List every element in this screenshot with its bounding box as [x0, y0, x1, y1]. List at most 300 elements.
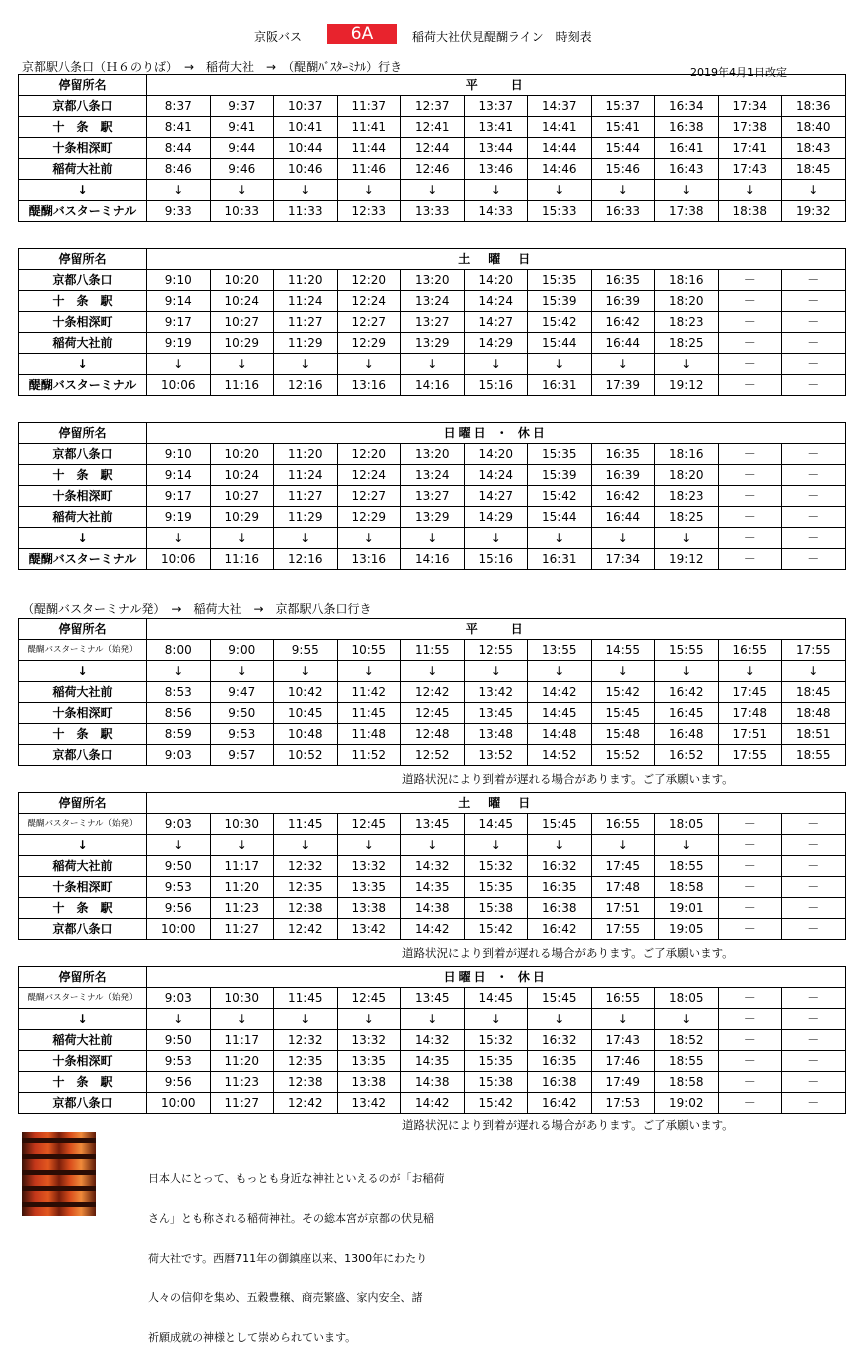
departure-time: － [718, 354, 782, 375]
departure-time: 15:35 [528, 444, 592, 465]
departure-time: 14:16 [401, 375, 465, 396]
departure-time: ↓ [274, 661, 338, 682]
departure-time: ↓ [655, 354, 719, 375]
departure-time: 15:42 [464, 919, 528, 940]
shrine-description [148, 1146, 468, 1357]
departure-time: 16:55 [591, 988, 655, 1009]
departure-time: 17:51 [718, 724, 782, 745]
departure-time: 13:45 [401, 988, 465, 1009]
departure-time: ↓ [147, 1009, 211, 1030]
departure-time: 9:14 [147, 291, 211, 312]
timetable-table [18, 74, 846, 222]
departure-time: － [782, 528, 846, 549]
departure-time: 14:24 [464, 291, 528, 312]
departure-time: 16:41 [655, 138, 719, 159]
departure-time: ↓ [528, 661, 592, 682]
stop-name: 十 条 駅 [19, 465, 147, 486]
departure-time: 17:43 [591, 1030, 655, 1051]
departure-time: 14:45 [464, 988, 528, 1009]
table-row [19, 898, 846, 919]
departure-time: 15:45 [528, 814, 592, 835]
departure-time: 15:39 [528, 291, 592, 312]
departure-time: 15:16 [464, 375, 528, 396]
company-name: 京阪バス [254, 30, 303, 44]
departure-time: 18:55 [655, 856, 719, 877]
departure-time: 11:23 [210, 1072, 274, 1093]
departure-time: ↓ [147, 180, 211, 201]
departure-time: 12:42 [274, 1093, 338, 1114]
departure-time: 16:39 [591, 465, 655, 486]
departure-time: 16:55 [718, 640, 782, 661]
departure-time: 16:42 [528, 1093, 592, 1114]
departure-time: 9:44 [210, 138, 274, 159]
departure-time: － [782, 1030, 846, 1051]
departure-time: 14:32 [401, 856, 465, 877]
table-row [19, 835, 846, 856]
description-line: 祈願成就の神様として崇められています。 [148, 1330, 357, 1344]
departure-time: 14:42 [401, 919, 465, 940]
departure-time: － [718, 856, 782, 877]
departure-time: － [782, 333, 846, 354]
departure-time: ↓ [274, 1009, 338, 1030]
table-row [19, 724, 846, 745]
departure-time: 13:29 [401, 507, 465, 528]
departure-time: 18:20 [655, 465, 719, 486]
departure-time: － [782, 835, 846, 856]
table-row [19, 661, 846, 682]
departure-time: 18:20 [655, 291, 719, 312]
departure-time: － [782, 312, 846, 333]
departure-time: 15:37 [591, 96, 655, 117]
departure-time: ↓ [337, 661, 401, 682]
table-row [19, 919, 846, 940]
departure-time: 13:42 [337, 1093, 401, 1114]
departure-time: 14:42 [401, 1093, 465, 1114]
departure-time: 14:27 [464, 312, 528, 333]
departure-time: 16:38 [528, 1072, 592, 1093]
departure-time: － [782, 1072, 846, 1093]
departure-time: 11:42 [337, 682, 401, 703]
departure-time: － [718, 919, 782, 940]
departure-time: － [782, 354, 846, 375]
stop-name: 十 条 駅 [19, 291, 147, 312]
stop-name: ↓ [19, 835, 147, 856]
timetable-header [0, 22, 861, 48]
departure-time: 14:29 [464, 333, 528, 354]
departure-time: 16:35 [591, 444, 655, 465]
departure-time: － [782, 1051, 846, 1072]
stop-name: ↓ [19, 180, 147, 201]
departure-time: － [782, 898, 846, 919]
table-row [19, 682, 846, 703]
departure-time: － [782, 1093, 846, 1114]
stop-name: 稲荷大社前 [19, 507, 147, 528]
departure-time: 14:16 [401, 549, 465, 570]
departure-time: 14:37 [528, 96, 592, 117]
departure-time: ↓ [718, 661, 782, 682]
departure-time: － [718, 375, 782, 396]
table-row [19, 312, 846, 333]
departure-time: 16:35 [591, 270, 655, 291]
departure-time: 8:37 [147, 96, 211, 117]
departure-time: 11:45 [274, 814, 338, 835]
departure-time: 10:00 [147, 919, 211, 940]
departure-time: 8:46 [147, 159, 211, 180]
stop-name: 十条相深町 [19, 138, 147, 159]
departure-time: 11:20 [274, 444, 338, 465]
departure-time: ↓ [655, 835, 719, 856]
departure-time: 17:43 [718, 159, 782, 180]
departure-time: 13:46 [464, 159, 528, 180]
departure-time: ↓ [147, 354, 211, 375]
departure-time: 16:42 [655, 682, 719, 703]
departure-time: 12:20 [337, 444, 401, 465]
departure-time: 10:20 [210, 444, 274, 465]
stop-name-header: 停留所名 [19, 967, 147, 988]
stop-name: 稲荷大社前 [19, 682, 147, 703]
stop-name: ↓ [19, 528, 147, 549]
departure-time: 10:45 [274, 703, 338, 724]
departure-time: 11:16 [210, 549, 274, 570]
table-row [19, 1093, 846, 1114]
departure-time: 9:14 [147, 465, 211, 486]
departure-time: － [782, 465, 846, 486]
departure-time: 17:39 [591, 375, 655, 396]
departure-time: 12:42 [274, 919, 338, 940]
departure-time: 11:48 [337, 724, 401, 745]
departure-time: ↓ [274, 528, 338, 549]
departure-time: 17:55 [718, 745, 782, 766]
departure-time: 13:29 [401, 333, 465, 354]
departure-time: 8:41 [147, 117, 211, 138]
stop-name: 京都八条口 [19, 444, 147, 465]
departure-time: 15:35 [464, 877, 528, 898]
departure-time: 11:24 [274, 465, 338, 486]
departure-time: 13:45 [464, 703, 528, 724]
departure-time: 13:38 [337, 1072, 401, 1093]
departure-time: 14:32 [401, 1030, 465, 1051]
stop-name: 十 条 駅 [19, 117, 147, 138]
departure-time: 13:55 [528, 640, 592, 661]
departure-time: ↓ [274, 180, 338, 201]
departure-time: 18:25 [655, 333, 719, 354]
departure-time: 14:35 [401, 877, 465, 898]
departure-time: 14:24 [464, 465, 528, 486]
departure-time: 9:50 [210, 703, 274, 724]
stop-name: 醍醐バスターミナル（始発） [19, 640, 147, 661]
departure-time: － [718, 270, 782, 291]
departure-time: ↓ [464, 1009, 528, 1030]
departure-time: 17:49 [591, 1072, 655, 1093]
departure-time: 10:06 [147, 375, 211, 396]
stop-name: 十 条 駅 [19, 1072, 147, 1093]
departure-time: － [718, 835, 782, 856]
departure-time: 12:37 [401, 96, 465, 117]
departure-time: 13:20 [401, 444, 465, 465]
departure-time: 10:30 [210, 988, 274, 1009]
departure-time: 9:57 [210, 745, 274, 766]
departure-time: 12:24 [337, 291, 401, 312]
departure-time: 13:42 [337, 919, 401, 940]
departure-time: 19:05 [655, 919, 719, 940]
stop-name: 稲荷大社前 [19, 856, 147, 877]
stop-name-header: 停留所名 [19, 423, 147, 444]
departure-time: 14:38 [401, 1072, 465, 1093]
table-row [19, 180, 846, 201]
table-row [19, 159, 846, 180]
departure-time: ↓ [147, 528, 211, 549]
stop-name: 稲荷大社前 [19, 1030, 147, 1051]
departure-time: ↓ [210, 354, 274, 375]
table-row [19, 201, 846, 222]
departure-time: 13:38 [337, 898, 401, 919]
departure-time: 16:48 [655, 724, 719, 745]
departure-time: 18:45 [782, 682, 846, 703]
departure-time: 16:42 [591, 486, 655, 507]
timetable-table [18, 248, 846, 396]
departure-time: 18:40 [782, 117, 846, 138]
departure-time: 9:55 [274, 640, 338, 661]
departure-time: － [782, 486, 846, 507]
departure-time: ↓ [655, 1009, 719, 1030]
departure-time: 10:24 [210, 291, 274, 312]
description-line: 日本人にとって、もっとも身近な神社といえるのが「お稲荷 [148, 1172, 445, 1186]
table-row [19, 1051, 846, 1072]
departure-time: 19:01 [655, 898, 719, 919]
departure-time: 15:39 [528, 465, 592, 486]
departure-time: － [782, 856, 846, 877]
table-row [19, 549, 846, 570]
departure-time: 13:32 [337, 1030, 401, 1051]
departure-time: 9:17 [147, 486, 211, 507]
table-row [19, 291, 846, 312]
departure-time: ↓ [210, 180, 274, 201]
departure-time: － [718, 1093, 782, 1114]
table-row [19, 354, 846, 375]
departure-time: 13:35 [337, 1051, 401, 1072]
departure-time: 19:32 [782, 201, 846, 222]
stop-name: 十条相深町 [19, 312, 147, 333]
departure-time: － [718, 1030, 782, 1051]
departure-time: 9:46 [210, 159, 274, 180]
departure-time: ↓ [464, 835, 528, 856]
departure-time: 17:45 [718, 682, 782, 703]
departure-time: － [782, 1009, 846, 1030]
departure-time: 13:33 [401, 201, 465, 222]
departure-time: 13:27 [401, 312, 465, 333]
departure-time: 13:44 [464, 138, 528, 159]
departure-time: 12:41 [401, 117, 465, 138]
departure-time: － [718, 988, 782, 1009]
departure-time: 13:45 [401, 814, 465, 835]
stop-name: 十条相深町 [19, 877, 147, 898]
departure-time: 17:45 [591, 856, 655, 877]
departure-time: 18:58 [655, 1072, 719, 1093]
delay-note: 道路状況により到着が遅れる場合があります。ご了承願います。 [402, 772, 734, 786]
departure-time: － [718, 507, 782, 528]
departure-time: 17:34 [718, 96, 782, 117]
departure-time: － [718, 444, 782, 465]
departure-time: － [782, 444, 846, 465]
departure-time: ↓ [337, 835, 401, 856]
departure-time: － [718, 312, 782, 333]
departure-time: 15:48 [591, 724, 655, 745]
departure-time: － [718, 486, 782, 507]
departure-time: ↓ [147, 835, 211, 856]
departure-time: 18:23 [655, 312, 719, 333]
departure-time: 13:24 [401, 291, 465, 312]
departure-time: 16:34 [655, 96, 719, 117]
departure-time: 12:46 [401, 159, 465, 180]
departure-time: 15:44 [528, 333, 592, 354]
day-type-header: 日曜日 ・ 休日 [147, 423, 846, 444]
departure-time: 15:32 [464, 1030, 528, 1051]
departure-time: 12:20 [337, 270, 401, 291]
departure-time: 14:20 [464, 444, 528, 465]
table-row [19, 444, 846, 465]
departure-time: 9:03 [147, 745, 211, 766]
departure-time: 14:44 [528, 138, 592, 159]
departure-time: 12:27 [337, 312, 401, 333]
departure-time: 15:32 [464, 856, 528, 877]
departure-time: 11:17 [210, 1030, 274, 1051]
departure-time: 9:56 [147, 1072, 211, 1093]
departure-time: ↓ [528, 528, 592, 549]
departure-time: ↓ [718, 180, 782, 201]
departure-time: 15:55 [655, 640, 719, 661]
departure-time: 8:00 [147, 640, 211, 661]
departure-time: 18:23 [655, 486, 719, 507]
departure-time: － [782, 270, 846, 291]
departure-time: 18:16 [655, 270, 719, 291]
departure-time: 12:33 [337, 201, 401, 222]
departure-time: ↓ [528, 835, 592, 856]
departure-time: 15:33 [528, 201, 592, 222]
departure-time: ↓ [528, 180, 592, 201]
departure-time: － [718, 465, 782, 486]
departure-time: 8:56 [147, 703, 211, 724]
departure-time: 9:50 [147, 856, 211, 877]
departure-time: － [782, 549, 846, 570]
departure-time: 11:20 [274, 270, 338, 291]
departure-time: 12:44 [401, 138, 465, 159]
departure-time: － [718, 1072, 782, 1093]
departure-time: ↓ [782, 661, 846, 682]
departure-time: 10:29 [210, 507, 274, 528]
departure-time: 16:43 [655, 159, 719, 180]
stop-name: ↓ [19, 1009, 147, 1030]
departure-time: 12:45 [401, 703, 465, 724]
departure-time: － [782, 919, 846, 940]
description-line: 人々の信仰を集め、五穀豊穣、商売繁盛、家内安全、諸 [148, 1291, 423, 1305]
departure-time: 13:35 [337, 877, 401, 898]
departure-time: 11:27 [210, 1093, 274, 1114]
day-type-header: 土 曜 日 [147, 793, 846, 814]
departure-time: 17:46 [591, 1051, 655, 1072]
departure-time: 18:48 [782, 703, 846, 724]
departure-time: ↓ [464, 354, 528, 375]
departure-time: 18:25 [655, 507, 719, 528]
departure-time: － [718, 291, 782, 312]
departure-time: － [718, 1051, 782, 1072]
revision-date: 2019年4月1日改定 [690, 66, 787, 79]
departure-time: ↓ [591, 528, 655, 549]
departure-time: 18:05 [655, 814, 719, 835]
table-row [19, 703, 846, 724]
departure-time: 10:27 [210, 486, 274, 507]
departure-time: 12:32 [274, 1030, 338, 1051]
departure-time: 14:38 [401, 898, 465, 919]
departure-time: 14:45 [528, 703, 592, 724]
departure-time: 11:46 [337, 159, 401, 180]
departure-time: ↓ [210, 1009, 274, 1030]
departure-time: 18:51 [782, 724, 846, 745]
table-row [19, 528, 846, 549]
departure-time: ↓ [655, 528, 719, 549]
departure-time: ↓ [591, 1009, 655, 1030]
departure-time: 13:37 [464, 96, 528, 117]
day-type-header: 平 日 [147, 619, 846, 640]
departure-time: － [782, 814, 846, 835]
departure-time: 19:12 [655, 549, 719, 570]
departure-time: 18:05 [655, 988, 719, 1009]
departure-time: ↓ [464, 661, 528, 682]
stop-name: 醍醐バスターミナル [19, 549, 147, 570]
departure-time: 10:29 [210, 333, 274, 354]
departure-time: ↓ [591, 354, 655, 375]
departure-time: 16:38 [655, 117, 719, 138]
departure-time: 19:12 [655, 375, 719, 396]
departure-time: 11:33 [274, 201, 338, 222]
departure-time: 9:19 [147, 333, 211, 354]
stop-name: 十条相深町 [19, 703, 147, 724]
departure-time: 11:37 [337, 96, 401, 117]
departure-time: 18:43 [782, 138, 846, 159]
departure-time: 17:53 [591, 1093, 655, 1114]
table-header-row [19, 249, 846, 270]
table-row [19, 138, 846, 159]
departure-time: 14:33 [464, 201, 528, 222]
departure-time: 10:44 [274, 138, 338, 159]
departure-time: 17:48 [591, 877, 655, 898]
departure-time: 13:20 [401, 270, 465, 291]
departure-time: 14:52 [528, 745, 592, 766]
departure-time: 19:02 [655, 1093, 719, 1114]
table-header-row [19, 423, 846, 444]
departure-time: 18:55 [655, 1051, 719, 1072]
departure-time: 15:16 [464, 549, 528, 570]
departure-time: ↓ [337, 180, 401, 201]
departure-time: 15:44 [528, 507, 592, 528]
stop-name-header: 停留所名 [19, 75, 147, 96]
departure-time: 10:52 [274, 745, 338, 766]
departure-time: － [718, 333, 782, 354]
departure-time: ↓ [147, 661, 211, 682]
day-type-header: 土 曜 日 [147, 249, 846, 270]
departure-time: － [782, 375, 846, 396]
departure-time: 10:55 [337, 640, 401, 661]
table-header-row [19, 75, 846, 96]
table-row [19, 507, 846, 528]
table-row [19, 270, 846, 291]
departure-time: 13:41 [464, 117, 528, 138]
timetable-table [18, 618, 846, 766]
departure-time: 16:55 [591, 814, 655, 835]
table-row [19, 745, 846, 766]
departure-time: 14:20 [464, 270, 528, 291]
departure-time: 12:32 [274, 856, 338, 877]
departure-time: ↓ [274, 354, 338, 375]
